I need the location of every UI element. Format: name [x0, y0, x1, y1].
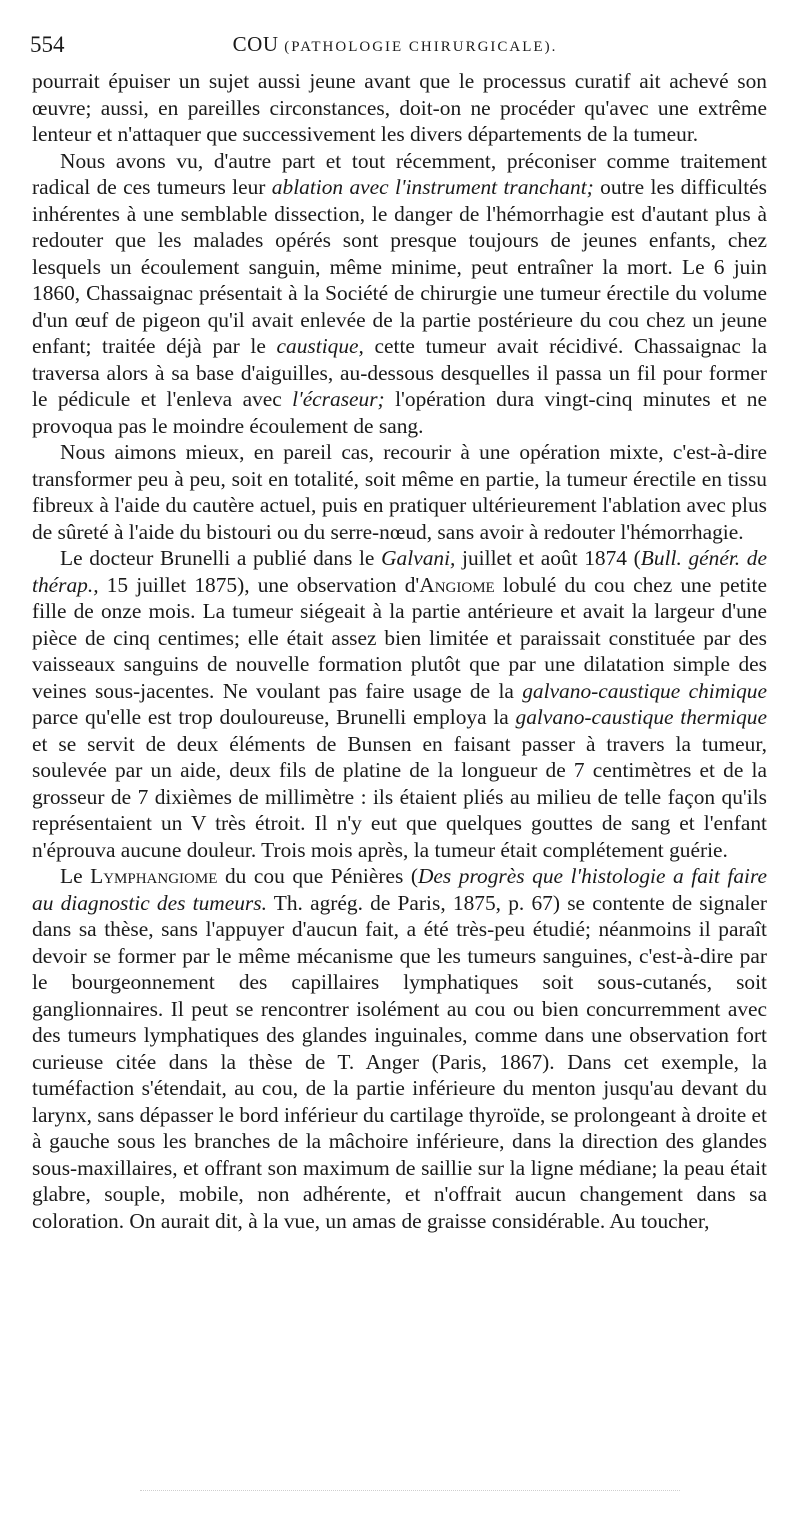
text-run: outre les difficultés inhérentes à une semblable dissection, le danger de l'hémorrhagie est d'autant plus à redouter que les malades opérés sont presque toujours de jeunes enfants, chez lesquels un écoulement sanguin, même minime, peut entraîner la mort. Le 6 juin 1860, Chassaignac présentait à la Société de chirurgie une tumeur érectile du volume d'un œuf de pigeon qu'il avait enlevée de la partie postérieure du cou chez un jeune enfant; traitée déjà par le [32, 175, 767, 358]
italic-run: Galvani, [381, 546, 456, 570]
paragraph-2 [32, 148, 767, 440]
text-run: Le [60, 864, 91, 888]
small-caps-run: Angiome [419, 572, 495, 597]
italic-run: caustique, [276, 334, 364, 358]
italic-run: galvano-caustique chimique [522, 678, 767, 703]
italic-run: l'écraseur; [292, 387, 385, 411]
text-run: cette tumeur avait récidivé. Chassaignac la traversa alors à sa base d'aiguilles, au-dessous desquelles il passa un fil pour former le pédicule et l'enleva avec [32, 334, 767, 411]
text-run: Nous avons vu, d'autre part et tout récemment, préconiser comme traitement radical de ces tumeurs leur [32, 148, 767, 199]
paragraph-1 [32, 68, 767, 148]
italic-run: galvano-caustique thermique [515, 705, 767, 729]
text-run: lobulé du cou chez une petite fille de onze mois. La tumeur siégeait à la partie antérieure et avait la largeur d'une pièce de cinq centimes; elle était assez bien limitée et paraissait constituée par des vaisseaux sanguins de nouvelle formation plutôt que par une dilatation simple des veines sous-jacentes. Ne voulant pas faire usage de la [32, 572, 767, 703]
italic-run: ablation avec l'instrument tranchant; [271, 175, 594, 199]
body-text [32, 68, 767, 1234]
text-run: Th. agrég. de Paris, 1875, p. 67) se contente de signaler dans sa thèse, sans l'appuyer d'aucun fait, a été très-peu étudié; néanmoins il paraît devoir se former par le même mécanisme que les tumeurs sanguines, c'est-à-dire par le bourgeonnement des capillaires lymphatiques soit sous-cutanés, soit ganglionnaires. Il peut se rencontrer isolément au cou ou bien concurremment avec des tumeurs lymphatiques des glandes inguinales, comme dans une observation fort curieuse citée dans la thèse de T. Anger (Paris, 1867). Dans cet exemple, la tuméfaction s'étendait, au cou, de la partie inférieure du menton jusqu'au devant du larynx, sans dépasser le bord inférieur du cartilage thyroïde, se prolongeant à droite et à gauche sous les branches de la mâchoire inférieure, dans la direction des glandes sous-maxillaires, et offrant son maximum de saillie sur la ligne médiane; la peau était glabre, souple, mobile, non adhérente, et n'offrait aucun changement dans sa coloration. On aurait dit, à la vue, un amas de graisse considérable. Au toucher, [32, 890, 768, 1233]
paragraph-3 [32, 439, 767, 545]
text-run: et se servit de deux éléments de Bunsen en faisant passer à travers la tumeur, soulevée par un aide, deux fils de platine de la longueur de 7 centimètres et de la grosseur de 7 dixièmes de millimètre : ils étaient pliés au milieu de telle façon qu'ils représentaient un V très étroit. Il n'y eut que quelques gouttes de sang et l'enfant n'éprouva aucune douleur. Trois mois après, la tumeur était complétement guérie. [32, 731, 767, 862]
page-header [30, 28, 760, 62]
text-run: Le docteur Brunelli a publié dans le [60, 546, 382, 570]
text-run: parce qu'elle est trop douloureuse, Brunelli employa la [32, 705, 516, 729]
small-caps-run: Lymphangiome [90, 864, 218, 888]
running-title [30, 32, 760, 57]
running-title-sub: (PATHOLOGIE CHIRURGICALE). [284, 39, 558, 55]
running-title-main: COU [232, 32, 279, 56]
paragraph-1-text: pourrait épuiser un sujet aussi jeune avant que le processus curatif ait achevé son œuvre; aussi, en pareilles circonstances, doit-on ne procéder qu'avec une extrême lenteur et n'attaquer que successivement les divers départements de la tumeur. [32, 69, 767, 146]
text-run: du cou que Pénières ( [217, 864, 418, 888]
paragraph-3-text: Nous aimons mieux, en pareil cas, recourir à une opération mixte, c'est-à-dire transformer peu à peu, soit en totalité, soit même en partie, la tumeur érectile en tissu fibreux à l'aide du cautère actuel, puis en pratiquer ultérieurement l'ablation avec plus de sûreté à l'aide du bistouri ou du serre-nœud, sans avoir à redouter l'hémorrhagie. [32, 440, 767, 544]
text-run: 15 juillet 1875), une observation d' [98, 572, 420, 597]
paragraph-4 [32, 545, 767, 863]
page-number: 554 [30, 32, 65, 57]
italic-run: Des progrès que l'histologie a fait faire au diagnostic des tumeurs. [32, 864, 767, 915]
italic-run: Bull. génér. de thérap., [32, 546, 767, 597]
text-run: juillet et août 1874 ( [455, 546, 641, 570]
bleed-through-noise [140, 1490, 680, 1492]
paragraph-5 [32, 863, 767, 1234]
text-run: l'opération dura vingt-cinq minutes et ne provoqua pas le moindre écoulement de sang. [32, 387, 767, 438]
